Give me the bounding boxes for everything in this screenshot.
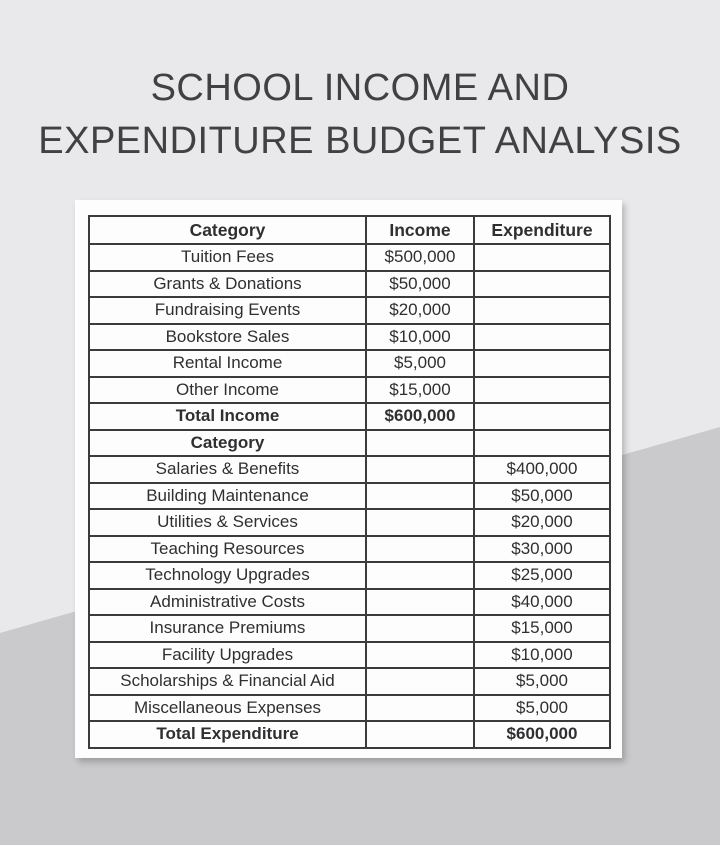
- category-cell: Teaching Resources: [89, 536, 366, 563]
- expenditure-cell: $40,000: [474, 589, 610, 616]
- expenditure-cell: [474, 244, 610, 271]
- expenditure-cell: [474, 350, 610, 377]
- table-row: [89, 536, 610, 563]
- expenditure-cell: $50,000: [474, 483, 610, 510]
- expenditure-cell: $400,000: [474, 456, 610, 483]
- income-cell: [366, 615, 474, 642]
- header-income: Income: [366, 216, 474, 244]
- category-cell: Category: [89, 430, 366, 457]
- category-cell: Facility Upgrades: [89, 642, 366, 669]
- table-row: [89, 456, 610, 483]
- category-cell: Fundraising Events: [89, 297, 366, 324]
- income-cell: $10,000: [366, 324, 474, 351]
- table-row: [89, 324, 610, 351]
- income-cell: $500,000: [366, 244, 474, 271]
- income-cell: [366, 430, 474, 457]
- income-cell: $5,000: [366, 350, 474, 377]
- budget-table: [88, 215, 611, 749]
- category-cell: Total Expenditure: [89, 721, 366, 748]
- table-row: [89, 350, 610, 377]
- header-expenditure: Expenditure: [474, 216, 610, 244]
- income-cell: [366, 589, 474, 616]
- income-cell: $15,000: [366, 377, 474, 404]
- category-cell: Scholarships & Financial Aid: [89, 668, 366, 695]
- income-cell: [366, 509, 474, 536]
- expenditure-cell: $600,000: [474, 721, 610, 748]
- category-cell: Miscellaneous Expenses: [89, 695, 366, 722]
- table-row: [89, 642, 610, 669]
- table-row: [89, 562, 610, 589]
- income-cell: $50,000: [366, 271, 474, 298]
- table-row: [89, 377, 610, 404]
- expenditure-cell: [474, 297, 610, 324]
- expenditure-cell: $5,000: [474, 695, 610, 722]
- category-cell: Utilities & Services: [89, 509, 366, 536]
- category-cell: Technology Upgrades: [89, 562, 366, 589]
- title-line-2: EXPENDITURE BUDGET ANALYSIS: [38, 120, 682, 162]
- title-line-1: SCHOOL INCOME AND: [150, 67, 570, 109]
- expenditure-cell: [474, 430, 610, 457]
- page-title: [0, 62, 720, 168]
- expenditure-cell: $15,000: [474, 615, 610, 642]
- table-row: [89, 721, 610, 748]
- income-cell: $20,000: [366, 297, 474, 324]
- table-card: [75, 200, 622, 758]
- expenditure-cell: $20,000: [474, 509, 610, 536]
- table-row: [89, 615, 610, 642]
- expenditure-cell: [474, 271, 610, 298]
- table-row: [89, 483, 610, 510]
- expenditure-cell: $10,000: [474, 642, 610, 669]
- category-cell: Total Income: [89, 403, 366, 430]
- income-cell: [366, 536, 474, 563]
- expenditure-cell: [474, 377, 610, 404]
- income-cell: [366, 456, 474, 483]
- header-category: Category: [89, 216, 366, 244]
- category-cell: Grants & Donations: [89, 271, 366, 298]
- income-cell: $600,000: [366, 403, 474, 430]
- expenditure-cell: $5,000: [474, 668, 610, 695]
- table-body: [89, 244, 610, 748]
- category-cell: Tuition Fees: [89, 244, 366, 271]
- category-cell: Bookstore Sales: [89, 324, 366, 351]
- table-row: [89, 244, 610, 271]
- income-cell: [366, 695, 474, 722]
- category-cell: Building Maintenance: [89, 483, 366, 510]
- table-row: [89, 668, 610, 695]
- category-cell: Other Income: [89, 377, 366, 404]
- table-header: [89, 216, 610, 244]
- expenditure-cell: [474, 324, 610, 351]
- header-row: [89, 216, 610, 244]
- category-cell: Administrative Costs: [89, 589, 366, 616]
- table-row: [89, 430, 610, 457]
- category-cell: Insurance Premiums: [89, 615, 366, 642]
- income-cell: [366, 562, 474, 589]
- expenditure-cell: $30,000: [474, 536, 610, 563]
- table-row: [89, 695, 610, 722]
- table-row: [89, 271, 610, 298]
- income-cell: [366, 642, 474, 669]
- income-cell: [366, 721, 474, 748]
- expenditure-cell: [474, 403, 610, 430]
- income-cell: [366, 483, 474, 510]
- income-cell: [366, 668, 474, 695]
- expenditure-cell: $25,000: [474, 562, 610, 589]
- table-row: [89, 297, 610, 324]
- category-cell: Rental Income: [89, 350, 366, 377]
- table-row: [89, 589, 610, 616]
- table-row: [89, 403, 610, 430]
- table-row: [89, 509, 610, 536]
- category-cell: Salaries & Benefits: [89, 456, 366, 483]
